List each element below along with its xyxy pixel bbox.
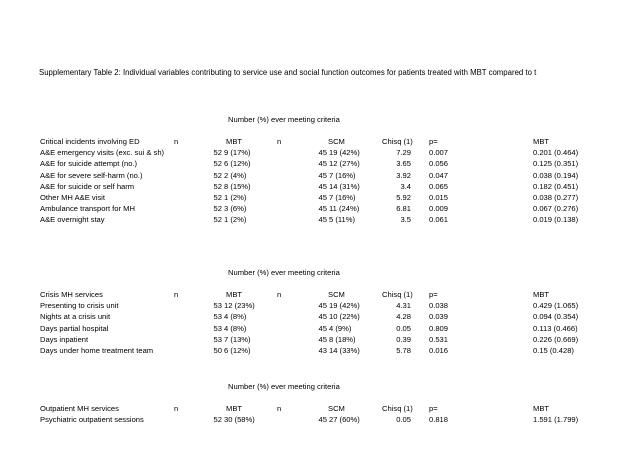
table-cell-n2: 45 — [318, 181, 327, 191]
table-cell-mbt2: 0.429 (1.065) — [533, 301, 579, 311]
table-cell-chisq: 7.29 — [396, 148, 411, 158]
table-cell-n1: 52 — [213, 148, 222, 158]
row-label: Psychiatric outpatient sessions — [40, 415, 144, 425]
column-header-chisq: Chisq (1) — [382, 404, 413, 413]
table-cell-mbt2: 0.019 (0.138) — [533, 215, 579, 225]
table-cell-n1: 52 — [213, 181, 222, 191]
table-cell-n2: 45 — [318, 334, 327, 344]
table-cell-scm: 7 (16%) — [329, 170, 356, 180]
table-cell-scm: 14 (31%) — [329, 181, 360, 191]
table-cell-scm: 10 (22%) — [329, 312, 360, 322]
column-header-label: Outpatient MH services — [40, 404, 119, 413]
table-cell-mbt2: 0.038 (0.277) — [533, 193, 579, 202]
table-cell-mbt: 6 (12%) — [224, 159, 251, 169]
table-cell-mbt: 2 (4%) — [224, 170, 247, 180]
column-header-chisq: Chisq (1) — [382, 290, 413, 299]
table-cell-n2: 45 — [318, 193, 327, 202]
table-cell-n1: 53 — [213, 301, 222, 311]
row-label: Nights at a crisis unit — [40, 312, 111, 322]
table-cell-mbt: 8 (15%) — [224, 181, 251, 191]
column-header-n1: n — [174, 137, 179, 146]
table-cell-n1: 53 — [213, 312, 222, 322]
column-header-mbt: MBT — [226, 404, 243, 413]
row-label: A&E for suicide attempt (no.) — [40, 159, 138, 169]
row-label: Other MH A&E visit — [40, 193, 105, 202]
table-cell-p: 0.047 — [429, 170, 449, 180]
table-cell-mbt: 30 (58%) — [224, 415, 255, 425]
column-header-scm: SCM — [328, 404, 345, 413]
column-header-p: p= — [429, 404, 438, 413]
column-header-n2: n — [277, 137, 282, 146]
column-header-mbt2: MBT — [533, 290, 550, 299]
table-cell-scm: 19 (42%) — [329, 148, 360, 158]
table-cell-scm: 19 (42%) — [329, 301, 360, 311]
table-cell-scm: 14 (33%) — [329, 346, 360, 355]
table-cell-mbt: 1 (2%) — [224, 215, 247, 225]
column-header-label: Critical incidents involving ED — [40, 137, 140, 146]
table-cell-mbt2: 0.067 (0.276) — [533, 204, 579, 214]
table-cell-chisq: 4.28 — [396, 312, 411, 322]
table-cell-chisq: 4.31 — [396, 301, 411, 311]
row-label: Days inpatient — [40, 334, 89, 344]
table-cell-p: 0.065 — [429, 181, 449, 191]
table-cell-p: 0.039 — [429, 312, 449, 322]
column-header-p: p= — [429, 290, 438, 299]
column-group-header: Number (%) ever meeting criteria — [228, 268, 340, 277]
table-cell-n1: 52 — [213, 215, 222, 225]
table-cell-mbt: 4 (8%) — [224, 312, 247, 322]
table-cell-chisq: 3.5 — [400, 215, 411, 225]
table-cell-scm: 12 (27%) — [329, 159, 360, 169]
table-cell-mbt: 6 (12%) — [224, 346, 251, 355]
table-cell-p: 0.809 — [429, 323, 449, 333]
table-cell-chisq: 0.05 — [396, 323, 411, 333]
row-label: Days under home treatment team — [40, 346, 154, 355]
column-header-scm: SCM — [328, 137, 345, 146]
table-cell-scm: 5 (11%) — [329, 215, 356, 225]
table-cell-p: 0.056 — [429, 159, 449, 169]
table-cell-n2: 45 — [318, 170, 327, 180]
table-cell-mbt: 12 (23%) — [224, 301, 255, 311]
table-title: Supplementary Table 2: Individual variables contributing to service use and social function outcomes for patients treated with MBT compared to t — [39, 68, 537, 77]
table-cell-scm: 11 (24%) — [329, 204, 360, 214]
table-cell-n1: 52 — [213, 415, 222, 425]
table-cell-n2: 45 — [318, 148, 327, 158]
table-cell-mbt2: 1.591 (1.799) — [533, 415, 579, 425]
table-cell-n1: 50 — [213, 346, 222, 355]
row-label: Ambulance transport for MH — [40, 204, 135, 214]
table-cell-p: 0.818 — [429, 415, 449, 425]
row-label: Presenting to crisis unit — [40, 301, 119, 311]
table-cell-p: 0.531 — [429, 334, 449, 344]
table-cell-scm: 27 (60%) — [329, 415, 360, 425]
table-cell-mbt: 4 (8%) — [224, 323, 247, 333]
table-cell-mbt: 9 (17%) — [224, 148, 251, 158]
table-cell-n2: 45 — [318, 312, 327, 322]
column-header-label: Crisis MH services — [40, 290, 103, 299]
table-cell-n2: 45 — [318, 215, 327, 225]
column-group-header: Number (%) ever meeting criteria — [228, 382, 340, 391]
row-label: A&E for severe self-harm (no.) — [40, 170, 143, 180]
column-header-p: p= — [429, 137, 438, 146]
table-cell-n1: 52 — [213, 170, 222, 180]
table-cell-p: 0.061 — [429, 215, 449, 225]
table-cell-chisq: 3.65 — [396, 159, 411, 169]
column-header-chisq: Chisq (1) — [382, 137, 413, 146]
column-header-n2: n — [277, 290, 282, 299]
table-cell-n1: 53 — [213, 323, 222, 333]
table-cell-n1: 52 — [213, 159, 222, 169]
column-header-mbt: MBT — [226, 137, 243, 146]
table-cell-mbt2: 0.201 (0.464) — [533, 148, 579, 158]
table-cell-chisq: 6.81 — [396, 204, 411, 214]
table-cell-chisq: 5.92 — [396, 193, 411, 202]
table-cell-mbt2: 0.038 (0.194) — [533, 170, 579, 180]
table-cell-mbt2: 0.094 (0.354) — [533, 312, 579, 322]
table-cell-n2: 45 — [318, 323, 327, 333]
table-cell-p: 0.038 — [429, 301, 449, 311]
column-header-mbt: MBT — [226, 290, 243, 299]
table-cell-chisq: 5.78 — [396, 346, 411, 355]
table-cell-p: 0.016 — [429, 346, 449, 355]
table-cell-n1: 52 — [213, 193, 222, 202]
row-label: A&E emergency visits (exc. sui & sh) — [40, 148, 165, 158]
row-label: A&E for suicide or self harm — [40, 181, 135, 191]
table-cell-n2: 45 — [318, 301, 327, 311]
column-header-mbt2: MBT — [533, 137, 550, 146]
table-cell-chisq: 0.39 — [396, 334, 411, 344]
table-cell-mbt: 1 (2%) — [224, 193, 247, 202]
table-cell-scm: 8 (18%) — [329, 334, 356, 344]
column-header-n2: n — [277, 404, 282, 413]
row-label: Days partial hospital — [40, 323, 109, 333]
table-cell-p: 0.007 — [429, 148, 449, 158]
table-cell-n2: 43 — [318, 346, 327, 355]
column-header-n1: n — [174, 290, 179, 299]
table-cell-n2: 45 — [318, 204, 327, 214]
table-cell-n2: 45 — [318, 415, 327, 425]
table-cell-mbt2: 0.182 (0.451) — [533, 181, 579, 191]
column-group-header: Number (%) ever meeting criteria — [228, 115, 340, 124]
table-cell-n2: 45 — [318, 159, 327, 169]
table-cell-p: 0.009 — [429, 204, 449, 214]
column-header-scm: SCM — [328, 290, 345, 299]
column-header-mbt2: MBT — [533, 404, 550, 413]
table-cell-chisq: 3.92 — [396, 170, 411, 180]
table-cell-mbt: 3 (6%) — [224, 204, 247, 214]
table-cell-mbt2: 0.226 (0.669) — [533, 334, 579, 344]
table-cell-n1: 52 — [213, 204, 222, 214]
table-cell-scm: 7 (16%) — [329, 193, 356, 202]
table-cell-n1: 53 — [213, 334, 222, 344]
table-cell-mbt2: 0.113 (0.466) — [533, 323, 578, 333]
row-label: A&E overnight stay — [40, 215, 105, 225]
table-cell-mbt2: 0.15 (0.428) — [533, 346, 574, 355]
table-cell-p: 0.015 — [429, 193, 449, 202]
column-header-n1: n — [174, 404, 179, 413]
table-cell-chisq: 3.4 — [400, 181, 411, 191]
table-cell-mbt: 7 (13%) — [224, 334, 251, 344]
table-cell-mbt2: 0.125 (0.351) — [533, 159, 579, 169]
table-cell-scm: 4 (9%) — [329, 323, 352, 333]
table-cell-chisq: 0.05 — [396, 415, 411, 425]
